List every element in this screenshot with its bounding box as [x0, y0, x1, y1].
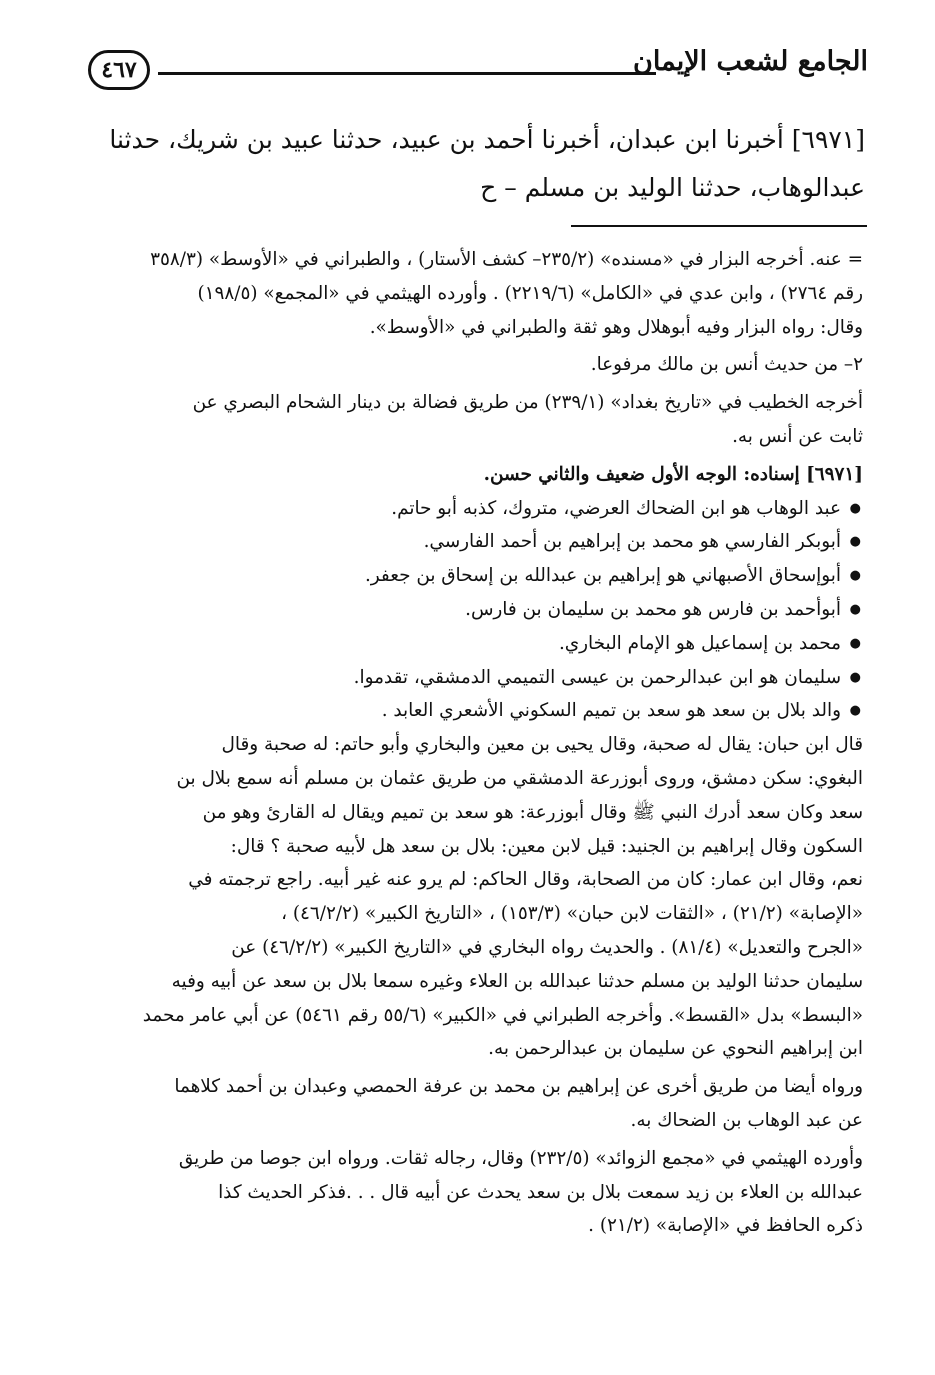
isnad-heading: [٦٩٧١] إسناده: الوجه الأول ضعيف والثاني حسن. — [483, 463, 863, 485]
footnote-line: وقال: رواه البزار وفيه أبوهلال وهو ثقة والطبراني في «الأوسط». — [369, 316, 863, 338]
running-title: الجامع لشعب الإيمان — [633, 46, 868, 77]
footnote-line: أخرجه الخطيب في «تاريخ بغداد» (٢٣٩/١) من طريق فضالة بن دينار الشحام البصري عن — [192, 392, 863, 414]
narrator-item: ● أبوأحمد بن فارس هو محمد بن سليمان بن فارس. — [88, 593, 863, 627]
footnotes — [88, 243, 863, 1243]
main-hadith-text — [90, 116, 865, 212]
discussion-line: ابن إبراهيم النحوي عن سليمان بن عبدالرحمن به. — [488, 1038, 863, 1060]
narrator-list — [88, 492, 863, 729]
discussion-line: «الإصابة» (٢١/٢) ، «الثقات لابن حبان» (١٥٣/٣) ، «التاريخ الكبير» (٤٦/٢/٢) ، — [281, 903, 863, 925]
discussion-line: سليمان حدثنا الوليد بن مسلم حدثنا عبدالله بن العلاء وغيره سمعا بلال بن سعد عن أبيه وفيه — [171, 970, 863, 992]
footnote-line: = عنه. أخرجه البزار في «مسنده» (٢٣٥/٢– كشف الأستار) ، والطبراني في «الأوسط» (٣٥٨/٣ — [150, 249, 863, 270]
footnote-line: رقم ٢٧٦٤) ، وابن عدي في «الكامل» (٢٢١٩/٦) . وأورده الهيثمي في «المجمع» (١٩٨/٥) — [197, 282, 863, 304]
haythami-line: وأورده الهيثمي في «مجمع الزوائد» (٢٣٢/٥) وقال، رجاله ثقات. ورواه ابن جوصا من طريق — [178, 1147, 863, 1169]
narrator-item: ● والد بلال بن سعد هو سعد بن تميم السكوني الأشعري العابد . — [88, 694, 863, 728]
narrator-item: ● عبد الوهاب هو ابن الضحاك العرضي، متروك، كذبه أبو حاتم. — [88, 492, 863, 526]
discussion-line: السكون وقال إبراهيم بن الجنيد: قيل لابن معين: بلال بن سعد هل لأبيه صحبة ؟ قال: — [230, 835, 863, 857]
narrator-item: ● محمد بن إسماعيل هو الإمام البخاري. — [88, 627, 863, 661]
haythami-line: ذكره الحافظ في «الإصابة» (٢١/٢) . — [588, 1215, 863, 1237]
header-rule — [158, 72, 656, 75]
main-line: [٦٩٧١] أخبرنا ابن عبدان، أخبرنا أحمد بن عبيد، حدثنا عبيد بن شريك، حدثنا — [109, 125, 865, 154]
page-header — [88, 40, 868, 110]
narrator-item: ● أبوبكر الفارسي هو محمد بن إبراهيم بن أحمد الفارسي. — [88, 525, 863, 559]
discussion-line: سعد وكان سعد أدرك النبي ﷺ وقال أبوزرعة: هو سعد بن تميم ويقال له القارئ وهو من — [202, 801, 863, 823]
narrator-item: ● سليمان هو ابن عبدالرحمن بن عيسى التميمي الدمشقي، تقدموا. — [88, 661, 863, 695]
other-route-line: عن عبد الوهاب بن الضحاك به. — [630, 1109, 863, 1131]
main-line: عبدالوهاب، حدثنا الوليد بن مسلم – ح — [480, 173, 865, 202]
discussion-line: قال ابن حبان: يقال له صحبة، وقال يحيى بن معين والبخاري وأبو حاتم: له صحبة وقال — [221, 734, 863, 756]
second-hadith-title: ٢– من حديث أنس بن مالك مرفوعا. — [590, 354, 863, 376]
footnote-separator — [571, 225, 867, 227]
discussion-line: «البسط» بدل «القسط». وأخرجه الطبراني في «الكبير» (٥٥/٦ رقم ٥٤٦١) عن أبي عامر محمد — [142, 1004, 863, 1026]
narrator-item: ● أبوإسحاق الأصبهاني هو إبراهيم بن عبدالله بن إسحاق بن جعفر. — [88, 559, 863, 593]
haythami-line: عبدالله بن العلاء بن زيد سمعت بلال بن سعد يحدث عن أبيه قال . . .فذكر الحديث كذا — [218, 1181, 863, 1203]
page-number: ٤٦٧ — [88, 50, 150, 90]
discussion-line: البغوي: سكن دمشق، وروى أبوزرعة الدمشقي من طريق عثمان بن مسلم أنه سمع بلال بن — [176, 767, 863, 789]
discussion-line: نعم، وقال ابن عمار: كان من الصحابة، وقال الحاكم: لم يرو عنه غير أبيه. راجع ترجمته في — [188, 869, 863, 891]
discussion-line: «الجرح والتعديل» (٨١/٤) . والحديث رواه البخاري في «التاريخ الكبير» (٤٦/٢/٢) عن — [231, 936, 863, 958]
other-route-line: ورواه أيضا من طريق أخرى عن إبراهيم بن محمد بن عرفة الحمصي وعبدان بن أحمد كلاهما — [174, 1076, 863, 1098]
footnote-line: ثابت عن أنس به. — [732, 425, 863, 447]
